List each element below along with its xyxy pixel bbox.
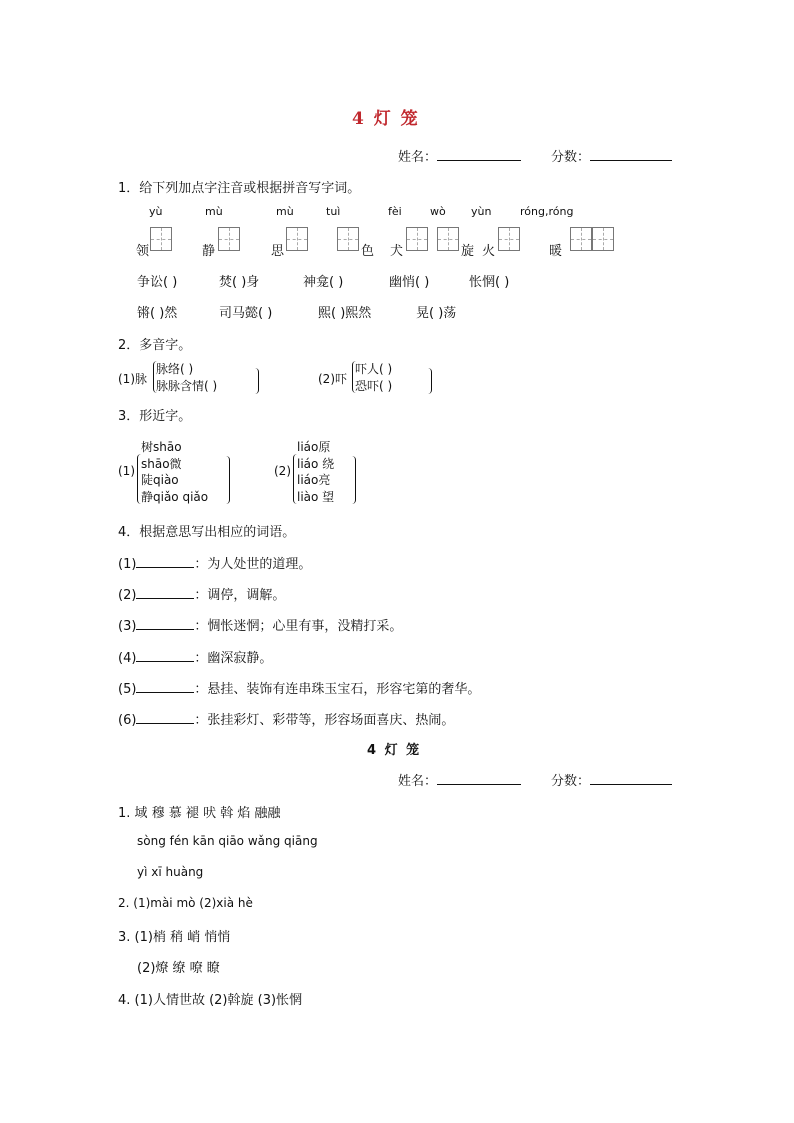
q4-answer-blank[interactable] xyxy=(136,709,194,724)
score-blank[interactable] xyxy=(590,770,672,785)
q4-answer-blank[interactable] xyxy=(136,678,194,693)
q4-item-number: (1) xyxy=(118,557,137,572)
q1-write-box[interactable] xyxy=(498,227,520,251)
q1-char-2: 静 xyxy=(202,244,216,259)
q4-answer-blank[interactable] xyxy=(136,584,194,599)
q1-write-box[interactable] xyxy=(150,227,172,251)
answer-line-2: sòng fén kān qiāo wǎng qiāng xyxy=(137,834,318,848)
q1-char-5: 犬 xyxy=(390,244,404,259)
q1-char-4: 色 xyxy=(361,244,375,259)
score-field xyxy=(551,146,672,165)
q1-char-8: 暖 xyxy=(549,244,563,259)
q1-pinyin-7: yùn xyxy=(471,205,492,218)
name-blank[interactable] xyxy=(437,770,521,785)
q1-char-1: 领 xyxy=(136,244,150,259)
score-blank[interactable] xyxy=(590,146,672,161)
q1-write-box[interactable] xyxy=(570,227,592,251)
q1-pinyin-4: tuì xyxy=(326,205,341,218)
q1-row3-item: 司马懿( ) xyxy=(219,306,273,321)
q1-heading: 1．给下列加点字注音或根据拼音写字词。 xyxy=(118,181,361,196)
q4-item-5 xyxy=(118,678,480,697)
score-label: 分数： xyxy=(551,150,591,165)
name-blank[interactable] xyxy=(437,146,521,161)
q1-row2-item: 怅惘( ) xyxy=(469,275,510,290)
answer-line-6: (2)燎 缭 嘹 瞭 xyxy=(137,961,220,976)
q2-part2-label: (2)吓 xyxy=(318,372,347,386)
q1-write-box[interactable] xyxy=(337,227,359,251)
q1-pinyin-2: mù xyxy=(205,205,223,218)
page-title: 4 灯 笼 xyxy=(352,109,420,129)
q4-item-number: (4) xyxy=(118,651,137,666)
name-field xyxy=(398,146,521,165)
brace-right xyxy=(428,368,432,394)
answer-title: 4 灯 笼 xyxy=(367,743,422,758)
q1-char-6: 旋 xyxy=(461,244,475,259)
brace-right xyxy=(226,456,230,504)
answer-line-4: 2. (1)mài mò (2)xià hè xyxy=(118,896,253,910)
q1-char-3: 思 xyxy=(271,244,285,259)
q4-answer-blank[interactable] xyxy=(136,647,194,662)
q4-item-number: (6) xyxy=(118,713,137,728)
q4-item-1 xyxy=(118,553,311,572)
q1-write-box[interactable] xyxy=(592,227,614,251)
name-label: 姓名： xyxy=(398,150,438,165)
q4-item-text: ：为人处世的道理。 xyxy=(194,557,312,572)
q1-pinyin-3: mù xyxy=(276,205,294,218)
q3-heading: 3．形近字。 xyxy=(118,409,192,424)
q1-row3-item: 熙( )熙然 xyxy=(318,306,372,321)
q3-part1-label: (1) xyxy=(118,464,135,478)
q1-pinyin-1: yù xyxy=(149,205,163,218)
q2-part1-item: 脉脉含情( ) xyxy=(156,379,218,393)
q1-pinyin-8: róng,róng xyxy=(520,205,574,218)
q4-item-text: ：惆怅迷惘；心里有事，没精打采。 xyxy=(194,619,403,634)
answer-line-3: yì xī huàng xyxy=(137,865,204,879)
q1-row2-item: 争讼( ) xyxy=(137,275,178,290)
answer-score-field xyxy=(551,770,672,789)
score-label: 分数： xyxy=(551,774,591,789)
q1-char-7: 火 xyxy=(482,244,496,259)
q3-part2-item: liáo原 xyxy=(297,440,331,454)
q2-part1-label: (1)脉 xyxy=(118,372,147,386)
q3-part2-item: liáo 绕 xyxy=(297,457,335,471)
q4-heading: 4．根据意思写出相应的词语。 xyxy=(118,525,296,540)
q3-part2-item: liào 望 xyxy=(297,490,335,504)
q1-row3-item: 锵( )然 xyxy=(137,306,178,321)
q1-pinyin-6: wò xyxy=(430,205,446,218)
q1-pinyin-5: fèi xyxy=(388,205,402,218)
q4-item-number: (3) xyxy=(118,619,137,634)
q4-item-text: ：悬挂、装饰有连串珠玉宝石，形容宅第的奢华。 xyxy=(194,682,481,697)
q4-item-text: ：调停，调解。 xyxy=(194,588,286,603)
q4-item-2 xyxy=(118,584,285,603)
q1-write-box[interactable] xyxy=(218,227,240,251)
q1-row3-item: 晃( )荡 xyxy=(416,306,457,321)
q4-item-number: (5) xyxy=(118,682,137,697)
q4-item-number: (2) xyxy=(118,588,137,603)
q2-heading: 2．多音字。 xyxy=(118,338,192,353)
q2-part1-item: 脉络( ) xyxy=(156,362,194,376)
answer-line-1: 1. 域 穆 慕 褪 吠 斡 焰 融融 xyxy=(118,806,281,821)
q1-write-box[interactable] xyxy=(286,227,308,251)
q4-item-3 xyxy=(118,615,402,634)
answer-line-5: 3. (1)梢 稍 峭 悄悄 xyxy=(118,930,231,945)
q3-part2-label: (2) xyxy=(274,464,291,478)
brace-right xyxy=(352,456,356,504)
q1-row2-item: 幽悄( ) xyxy=(389,275,430,290)
answer-name-field xyxy=(398,770,521,789)
q1-write-box[interactable] xyxy=(406,227,428,251)
q3-part2-item: liáo亮 xyxy=(297,473,331,487)
q3-part1-item: 陡qiào xyxy=(141,473,179,487)
q2-part2-item: 恐吓( ) xyxy=(355,379,393,393)
q4-item-6 xyxy=(118,709,454,728)
q2-part2-item: 吓人( ) xyxy=(355,362,393,376)
q3-part1-item: shāo微 xyxy=(141,457,182,471)
q1-row2-item: 神龛( ) xyxy=(303,275,344,290)
q1-row2-item: 焚( )身 xyxy=(219,275,260,290)
q4-item-4 xyxy=(118,647,272,666)
q4-item-text: ：幽深寂静。 xyxy=(194,651,273,666)
q4-answer-blank[interactable] xyxy=(136,615,194,630)
answer-line-7: 4. (1)人情世故 (2)斡旋 (3)怅惘 xyxy=(118,993,303,1008)
brace-right xyxy=(255,368,259,394)
q3-part1-item: 树shāo xyxy=(141,440,182,454)
q1-write-box[interactable] xyxy=(437,227,459,251)
q4-answer-blank[interactable] xyxy=(136,553,194,568)
q3-part1-item: 静qiǎo qiǎo xyxy=(141,490,209,504)
q4-item-text: ：张挂彩灯、彩带等，形容场面喜庆、热闹。 xyxy=(194,713,455,728)
name-label: 姓名： xyxy=(398,774,438,789)
